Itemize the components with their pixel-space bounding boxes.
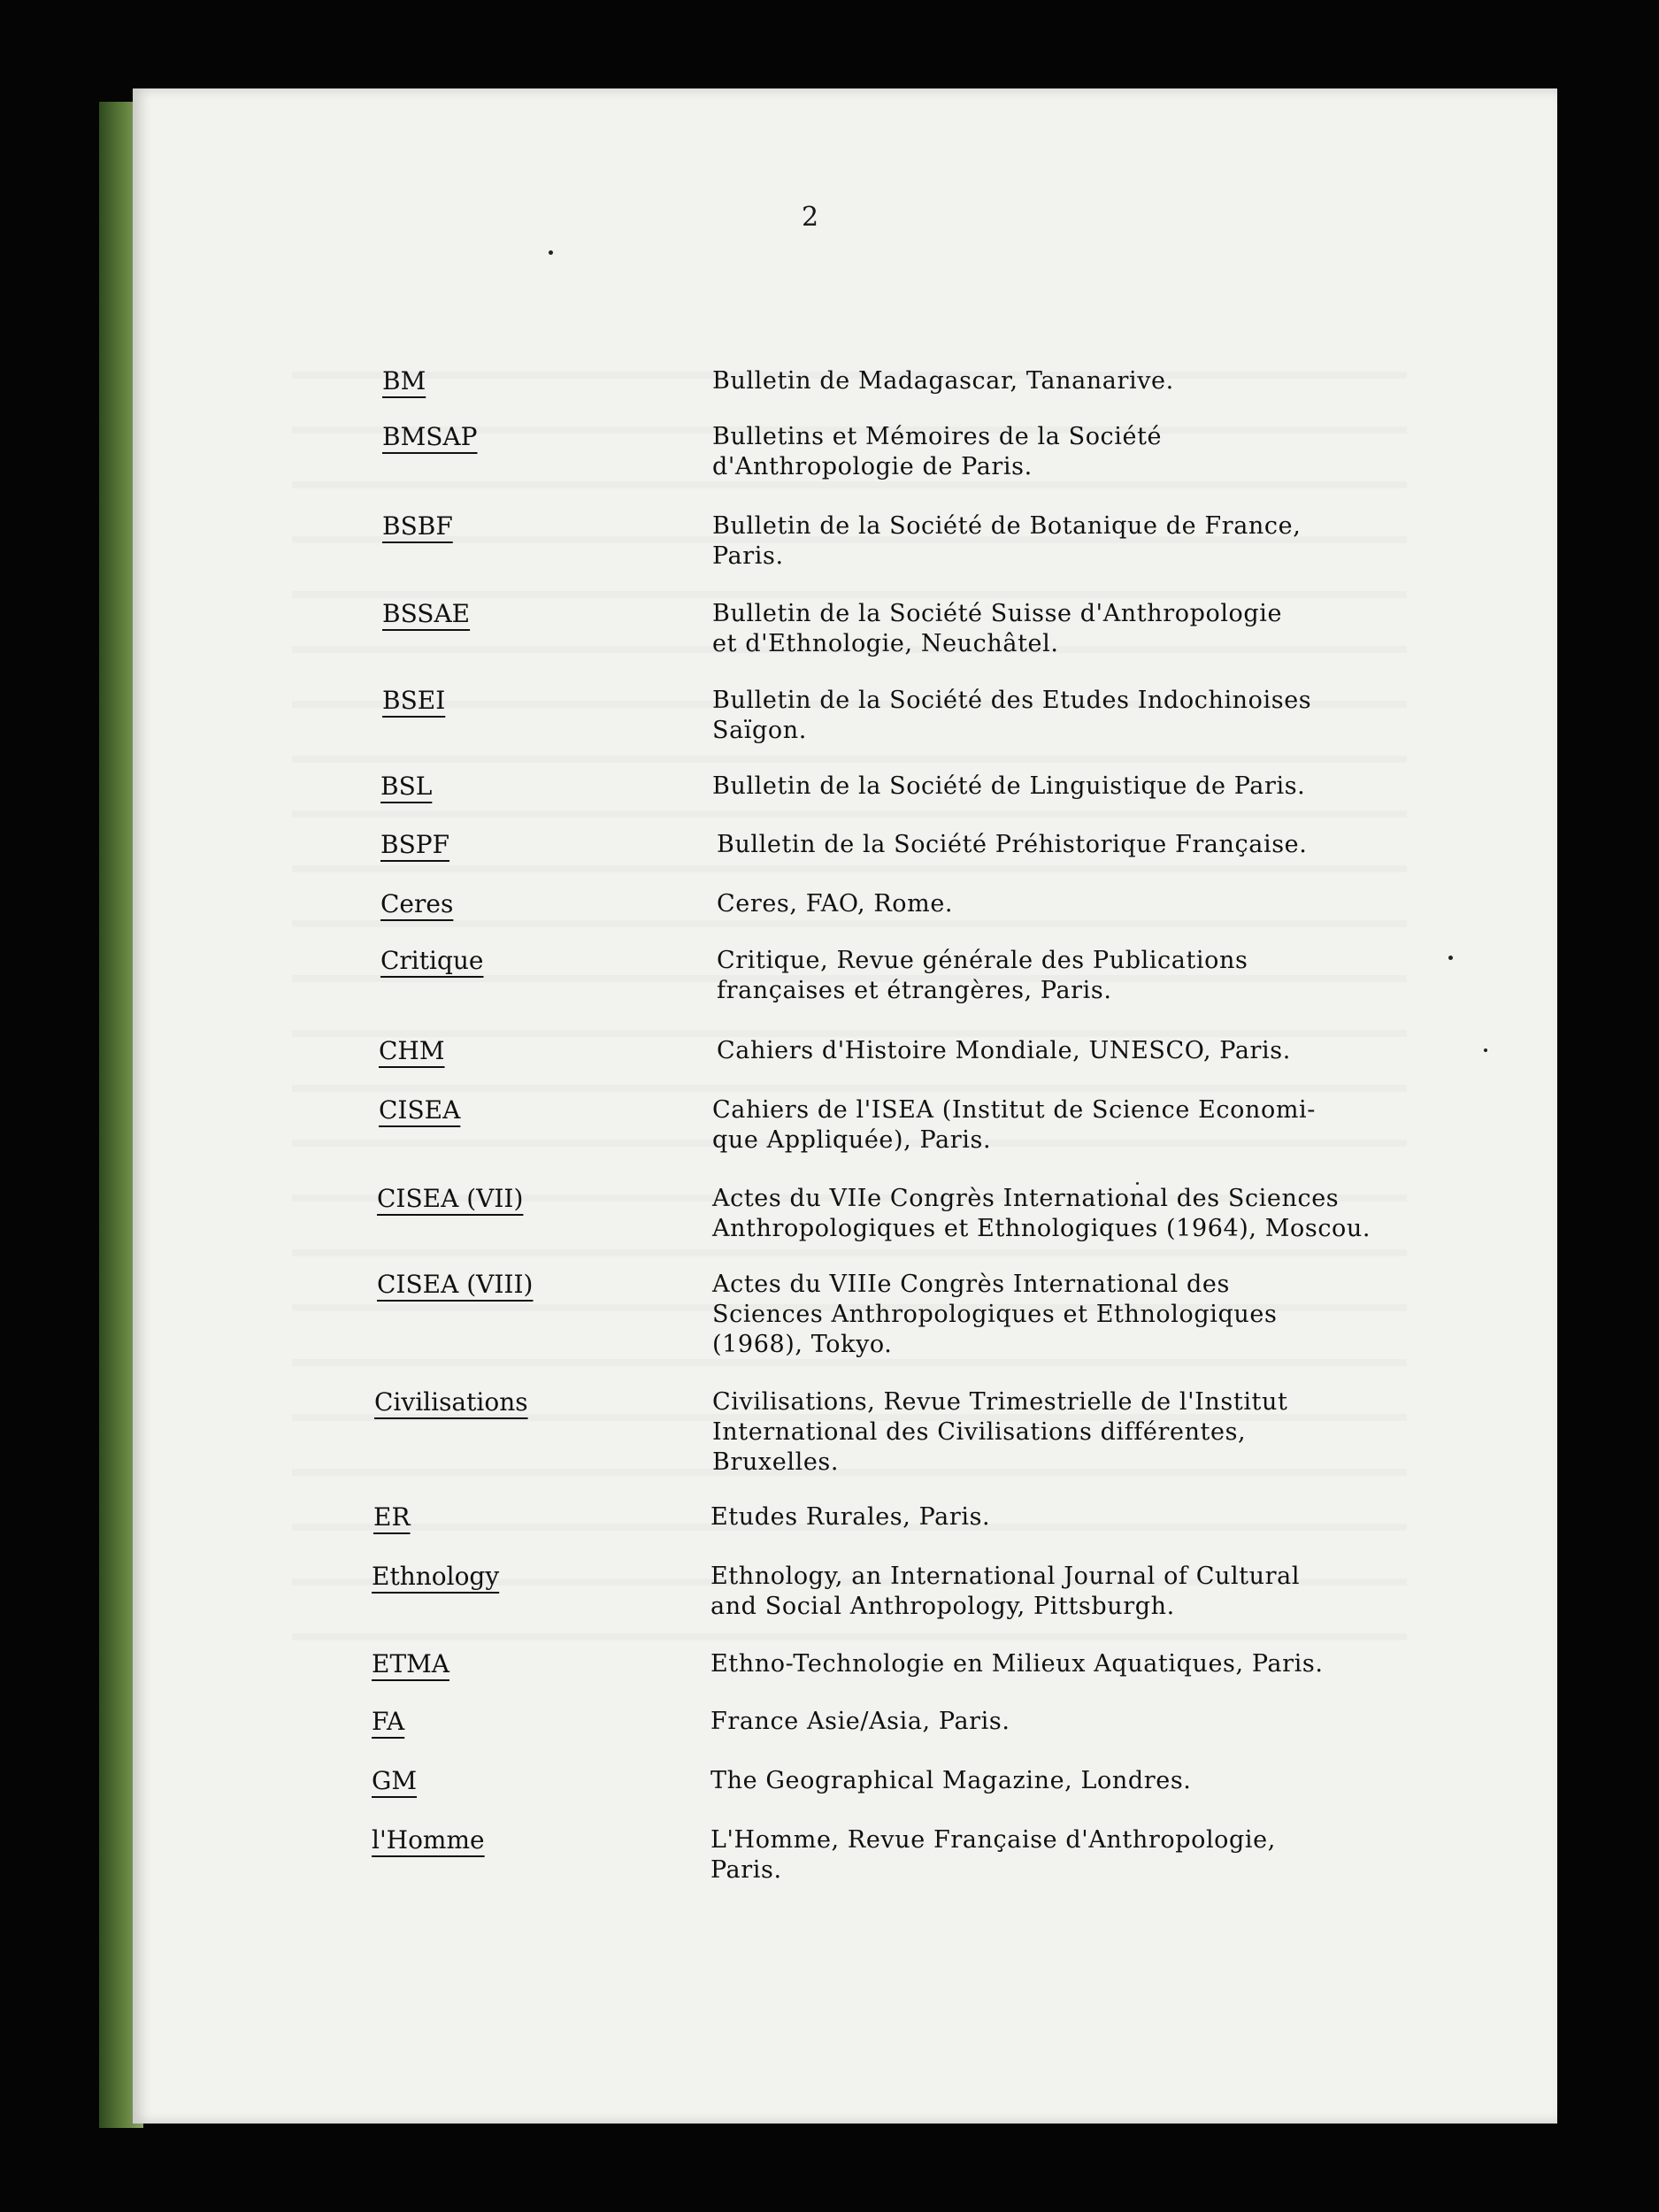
entry-abbreviation: GM	[372, 1766, 418, 1795]
entry-abbreviation: FA	[372, 1707, 405, 1736]
entry-description: Ethno-Technologie en Milieux Aquatiques, Paris.	[710, 1650, 1324, 1678]
entry-description: Bulletin de la Société des Etudes Indochinoises Saïgon.	[712, 687, 1312, 744]
entry-description: Ethnology, an International Journal of Cultural and Social Anthropology, Pittsburgh.	[710, 1563, 1301, 1620]
entry-description: Bulletin de la Société Suisse d'Anthropologie et d'Ethnologie, Neuchâtel.	[712, 600, 1283, 657]
entry-description: Bulletins et Mémoires de la Société d'Anthropologie de Paris.	[712, 423, 1163, 480]
entry-description: Actes du VIIIe Congrès International des Sciences Anthropologiques et Ethnologiques (1968), Tokyo.	[712, 1271, 1278, 1358]
entry-abbreviation: BSPF	[380, 830, 450, 859]
entry-abbreviation: BMSAP	[382, 422, 478, 451]
entry-description: Critique, Revue générale des Publications françaises et étrangères, Paris.	[717, 947, 1248, 1004]
page-number: 2	[802, 202, 819, 233]
entry-description: Bulletin de la Société Préhistorique Française.	[717, 831, 1308, 858]
entry-abbreviation: CISEA	[379, 1095, 461, 1125]
entry-abbreviation: Civilisations	[374, 1387, 528, 1417]
entry-description: Cahiers de l'ISEA (Institut de Science Economi- que Appliquée), Paris.	[712, 1096, 1317, 1154]
entry-description: Etudes Rurales, Paris.	[710, 1503, 991, 1531]
entry-description: Bulletin de la Société de Botanique de France, Paris.	[712, 512, 1302, 570]
entry-description: L'Homme, Revue Française d'Anthropologie, Paris.	[710, 1826, 1276, 1884]
entry-abbreviation: CISEA (VIII)	[377, 1270, 534, 1299]
entry-abbreviation: l'Homme	[372, 1825, 485, 1855]
entry-description: Bulletin de Madagascar, Tananarive.	[712, 367, 1174, 395]
entry-abbreviation: BSBF	[382, 511, 453, 541]
entry-description: Cahiers d'Histoire Mondiale, UNESCO, Paris.	[717, 1037, 1291, 1064]
entry-abbreviation: BSSAE	[382, 599, 471, 628]
entry-description: The Geographical Magazine, Londres.	[710, 1767, 1192, 1794]
entry-abbreviation: ER	[373, 1502, 411, 1532]
entry-abbreviation: ETMA	[372, 1649, 450, 1678]
entry-abbreviation: BSEI	[382, 686, 446, 715]
entry-abbreviation: BM	[382, 366, 426, 396]
entry-abbreviation: CISEA (VII)	[377, 1184, 524, 1213]
entry-abbreviation: Ethnology	[372, 1562, 500, 1591]
entry-description: France Asie/Asia, Paris.	[710, 1708, 1010, 1735]
entry-abbreviation: Critique	[380, 946, 484, 975]
entry-abbreviation: Ceres	[380, 889, 454, 918]
document-page	[133, 88, 1557, 2124]
ink-speck	[549, 250, 553, 255]
entry-abbreviation: BSL	[380, 772, 433, 801]
entry-description: Ceres, FAO, Rome.	[717, 890, 954, 918]
entry-abbreviation: CHM	[379, 1036, 445, 1065]
entry-description: Actes du VIIe Congrès International des Sciences Anthropologiques et Ethnologiques (1964), Moscou.	[712, 1185, 1371, 1242]
entry-description: Bulletin de la Société de Linguistique de Paris.	[712, 772, 1306, 800]
entry-description: Civilisations, Revue Trimestrielle de l'Institut International des Civilisations différentes, Bruxelles.	[712, 1388, 1288, 1476]
